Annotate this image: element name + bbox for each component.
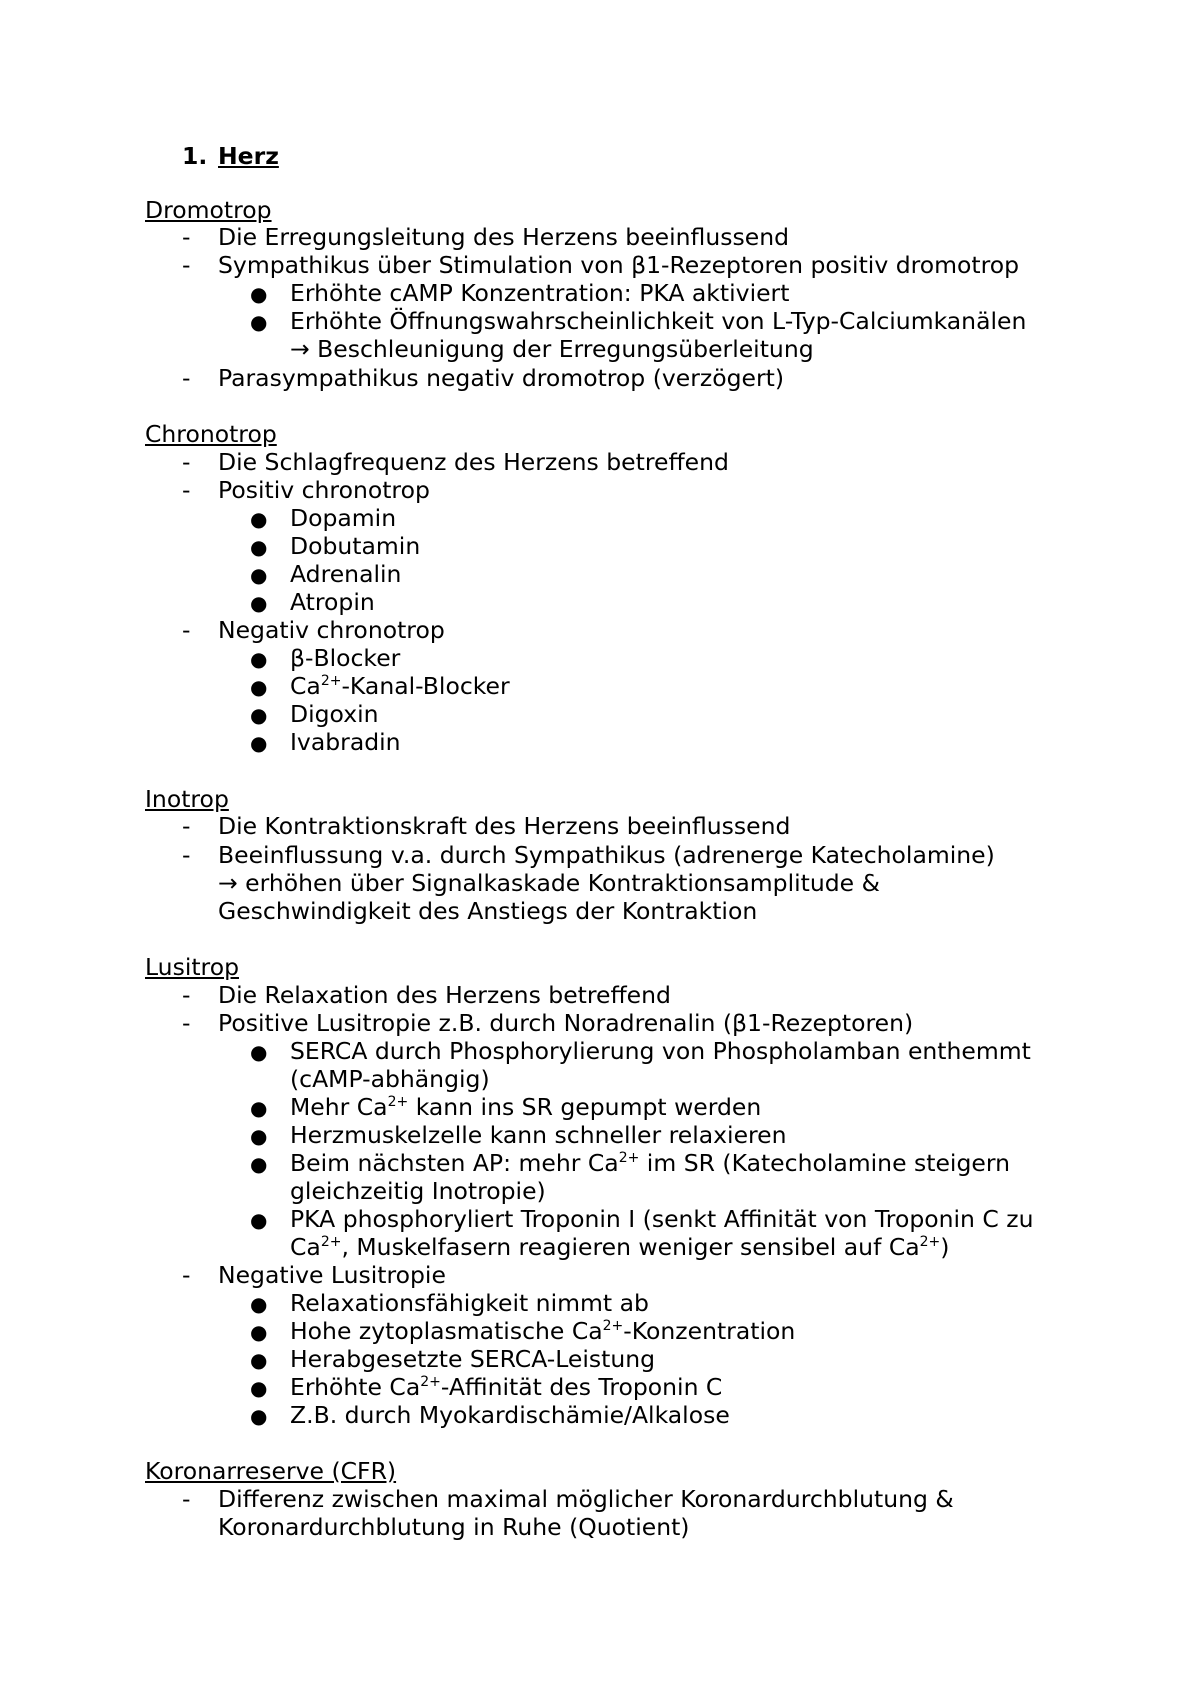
bullet-item bbox=[250, 279, 789, 308]
bullet-icon: ● bbox=[250, 1376, 268, 1400]
list-item-text: Differenz zwischen maximal möglicher Koronardurchblutung & bbox=[218, 1485, 954, 1513]
bullet-item bbox=[250, 1317, 795, 1346]
list-item-text: Negative Lusitropie bbox=[218, 1261, 446, 1289]
dash-marker: - bbox=[182, 1261, 191, 1289]
superscript: 2+ bbox=[387, 1094, 409, 1110]
dash-marker: - bbox=[182, 251, 191, 279]
bullet-text: -Konzentration bbox=[623, 1317, 796, 1345]
bullet-icon: ● bbox=[250, 1152, 268, 1176]
bullet-item bbox=[250, 672, 510, 701]
bullet-icon: ● bbox=[250, 1404, 268, 1428]
section-heading-koronarreserve: Koronarreserve (CFR) bbox=[145, 1457, 397, 1485]
bullet-text: -Affinität des Troponin C bbox=[440, 1373, 723, 1401]
list-item-text: Die Relaxation des Herzens betreffend bbox=[218, 981, 671, 1009]
bullet-text: Hohe zytoplasmatische Ca bbox=[290, 1317, 603, 1345]
list-item bbox=[182, 841, 995, 869]
bullet-continuation: gleichzeitig Inotropie) bbox=[290, 1177, 546, 1205]
bullet-icon: ● bbox=[250, 1320, 268, 1344]
bullet-item bbox=[250, 1289, 649, 1318]
bullet-text: Dopamin bbox=[290, 504, 397, 532]
title-number: 1. bbox=[182, 142, 208, 170]
list-item bbox=[182, 1009, 913, 1037]
title-text: Herz bbox=[218, 142, 279, 170]
list-item-continuation: → erhöhen über Signalkaskade Kontraktionsamplitude & bbox=[218, 869, 880, 897]
dash-marker: - bbox=[182, 448, 191, 476]
list-item-continuation: Geschwindigkeit des Anstiegs der Kontraktion bbox=[218, 897, 758, 925]
bullet-icon: ● bbox=[250, 1124, 268, 1148]
list-item-text: Sympathikus über Stimulation von β1-Rezeptoren positiv dromotrop bbox=[218, 251, 1020, 279]
list-item-continuation: Koronardurchblutung in Ruhe (Quotient) bbox=[218, 1513, 690, 1541]
bullet-item bbox=[250, 1401, 730, 1430]
bullet-text: PKA phosphoryliert Troponin I (senkt Affinität von Troponin C zu bbox=[290, 1205, 1034, 1233]
page-title bbox=[182, 142, 279, 170]
bullet-icon: ● bbox=[250, 535, 268, 559]
superscript: 2+ bbox=[602, 1318, 624, 1334]
list-item bbox=[182, 812, 790, 840]
dash-marker: - bbox=[182, 476, 191, 504]
dash-marker: - bbox=[182, 616, 191, 644]
dash-marker: - bbox=[182, 812, 191, 840]
bullet-item bbox=[250, 1205, 1034, 1234]
text-part: , Muskelfasern reagieren weniger sensibel auf Ca bbox=[341, 1233, 920, 1261]
bullet-text: Z.B. durch Myokardischämie/Alkalose bbox=[290, 1401, 730, 1429]
list-item bbox=[182, 1485, 954, 1513]
bullet-text: Relaxationsfähigkeit nimmt ab bbox=[290, 1289, 649, 1317]
superscript: 2+ bbox=[919, 1234, 941, 1250]
bullet-text: β-Blocker bbox=[290, 644, 401, 672]
bullet-icon: ● bbox=[250, 703, 268, 727]
bullet-text: Erhöhte cAMP Konzentration: PKA aktiviert bbox=[290, 279, 790, 307]
bullet-text: Herzmuskelzelle kann schneller relaxieren bbox=[290, 1121, 787, 1149]
list-item bbox=[182, 448, 729, 476]
list-item bbox=[182, 476, 430, 504]
bullet-item bbox=[250, 532, 420, 561]
bullet-text: SERCA durch Phosphorylierung von Phospholamban enthemmt bbox=[290, 1037, 1031, 1065]
list-item-text: Parasympathikus negativ dromotrop (verzögert) bbox=[218, 364, 785, 392]
bullet-icon: ● bbox=[250, 282, 268, 306]
list-item-text: Positive Lusitropie z.B. durch Noradrenalin (β1-Rezeptoren) bbox=[218, 1009, 914, 1037]
section-heading-inotrop: Inotrop bbox=[145, 785, 229, 813]
list-item bbox=[182, 616, 445, 644]
bullet-text: kann ins SR gepumpt werden bbox=[408, 1093, 762, 1121]
section-heading-lusitrop: Lusitrop bbox=[145, 953, 239, 981]
list-item bbox=[182, 251, 1019, 279]
bullet-icon: ● bbox=[250, 1096, 268, 1120]
list-item-text: Positiv chronotrop bbox=[218, 476, 430, 504]
bullet-icon: ● bbox=[250, 591, 268, 615]
bullet-item bbox=[250, 728, 401, 757]
list-item bbox=[182, 981, 671, 1009]
bullet-item bbox=[250, 644, 400, 673]
dash-marker: - bbox=[182, 1009, 191, 1037]
bullet-icon: ● bbox=[250, 507, 268, 531]
bullet-item bbox=[250, 1037, 1031, 1066]
bullet-icon: ● bbox=[250, 1208, 268, 1232]
dash-marker: - bbox=[182, 364, 191, 392]
bullet-text: Atropin bbox=[290, 588, 375, 616]
bullet-icon: ● bbox=[250, 310, 268, 334]
bullet-icon: ● bbox=[250, 731, 268, 755]
bullet-text: im SR (Katecholamine steigern bbox=[639, 1149, 1010, 1177]
bullet-item bbox=[250, 1373, 722, 1402]
bullet-text: Mehr Ca bbox=[290, 1093, 388, 1121]
text-part: ) bbox=[940, 1233, 950, 1261]
bullet-continuation: → Beschleunigung der Erregungsüberleitung bbox=[290, 335, 814, 363]
list-item bbox=[182, 223, 789, 251]
bullet-text: Ivabradin bbox=[290, 728, 401, 756]
dash-marker: - bbox=[182, 1485, 191, 1513]
list-item-text: Beeinflussung v.a. durch Sympathikus (adrenerge Katecholamine) bbox=[218, 841, 995, 869]
bullet-icon: ● bbox=[250, 563, 268, 587]
section-heading-chronotrop: Chronotrop bbox=[145, 420, 277, 448]
bullet-icon: ● bbox=[250, 1040, 268, 1064]
superscript: 2+ bbox=[320, 1234, 342, 1250]
bullet-icon: ● bbox=[250, 1348, 268, 1372]
bullet-text: Beim nächsten AP: mehr Ca bbox=[290, 1149, 619, 1177]
bullet-item bbox=[250, 1345, 655, 1374]
bullet-item bbox=[250, 700, 379, 729]
superscript: 2+ bbox=[420, 1374, 441, 1390]
bullet-text: Ca bbox=[290, 672, 321, 700]
bullet-icon: ● bbox=[250, 1292, 268, 1316]
dash-marker: - bbox=[182, 223, 191, 251]
bullet-text: Adrenalin bbox=[290, 560, 402, 588]
list-item-text: Die Erregungsleitung des Herzens beeinflussend bbox=[218, 223, 790, 251]
bullet-item bbox=[250, 1149, 1010, 1178]
bullet-item bbox=[250, 504, 396, 533]
superscript: 2+ bbox=[320, 673, 342, 689]
list-item-text: Negativ chronotrop bbox=[218, 616, 445, 644]
superscript: 2+ bbox=[618, 1150, 640, 1166]
bullet-item bbox=[250, 1121, 787, 1150]
bullet-item bbox=[250, 560, 401, 589]
list-item-text: Die Kontraktionskraft des Herzens beeinflussend bbox=[218, 812, 791, 840]
dash-marker: - bbox=[182, 981, 191, 1009]
list-item bbox=[182, 364, 784, 392]
bullet-icon: ● bbox=[250, 647, 268, 671]
bullet-text: Erhöhte Öffnungswahrscheinlichkeit von L-Typ-Calciumkanälen bbox=[290, 307, 1027, 335]
text-part: Ca bbox=[290, 1233, 321, 1261]
bullet-continuation: (cAMP-abhängig) bbox=[290, 1065, 490, 1093]
bullet-item bbox=[250, 307, 1026, 336]
section-heading-dromotrop: Dromotrop bbox=[145, 196, 272, 224]
bullet-text: Erhöhte Ca bbox=[290, 1373, 421, 1401]
bullet-item bbox=[250, 1093, 761, 1122]
bullet-text: Herabgesetzte SERCA-Leistung bbox=[290, 1345, 656, 1373]
list-item bbox=[182, 1261, 446, 1289]
bullet-text: Digoxin bbox=[290, 700, 379, 728]
bullet-item bbox=[250, 588, 375, 617]
bullet-continuation bbox=[290, 1233, 949, 1261]
bullet-icon: ● bbox=[250, 675, 268, 699]
bullet-text: -Kanal-Blocker bbox=[341, 672, 510, 700]
dash-marker: - bbox=[182, 841, 191, 869]
bullet-text: Dobutamin bbox=[290, 532, 421, 560]
list-item-text: Die Schlagfrequenz des Herzens betreffend bbox=[218, 448, 729, 476]
